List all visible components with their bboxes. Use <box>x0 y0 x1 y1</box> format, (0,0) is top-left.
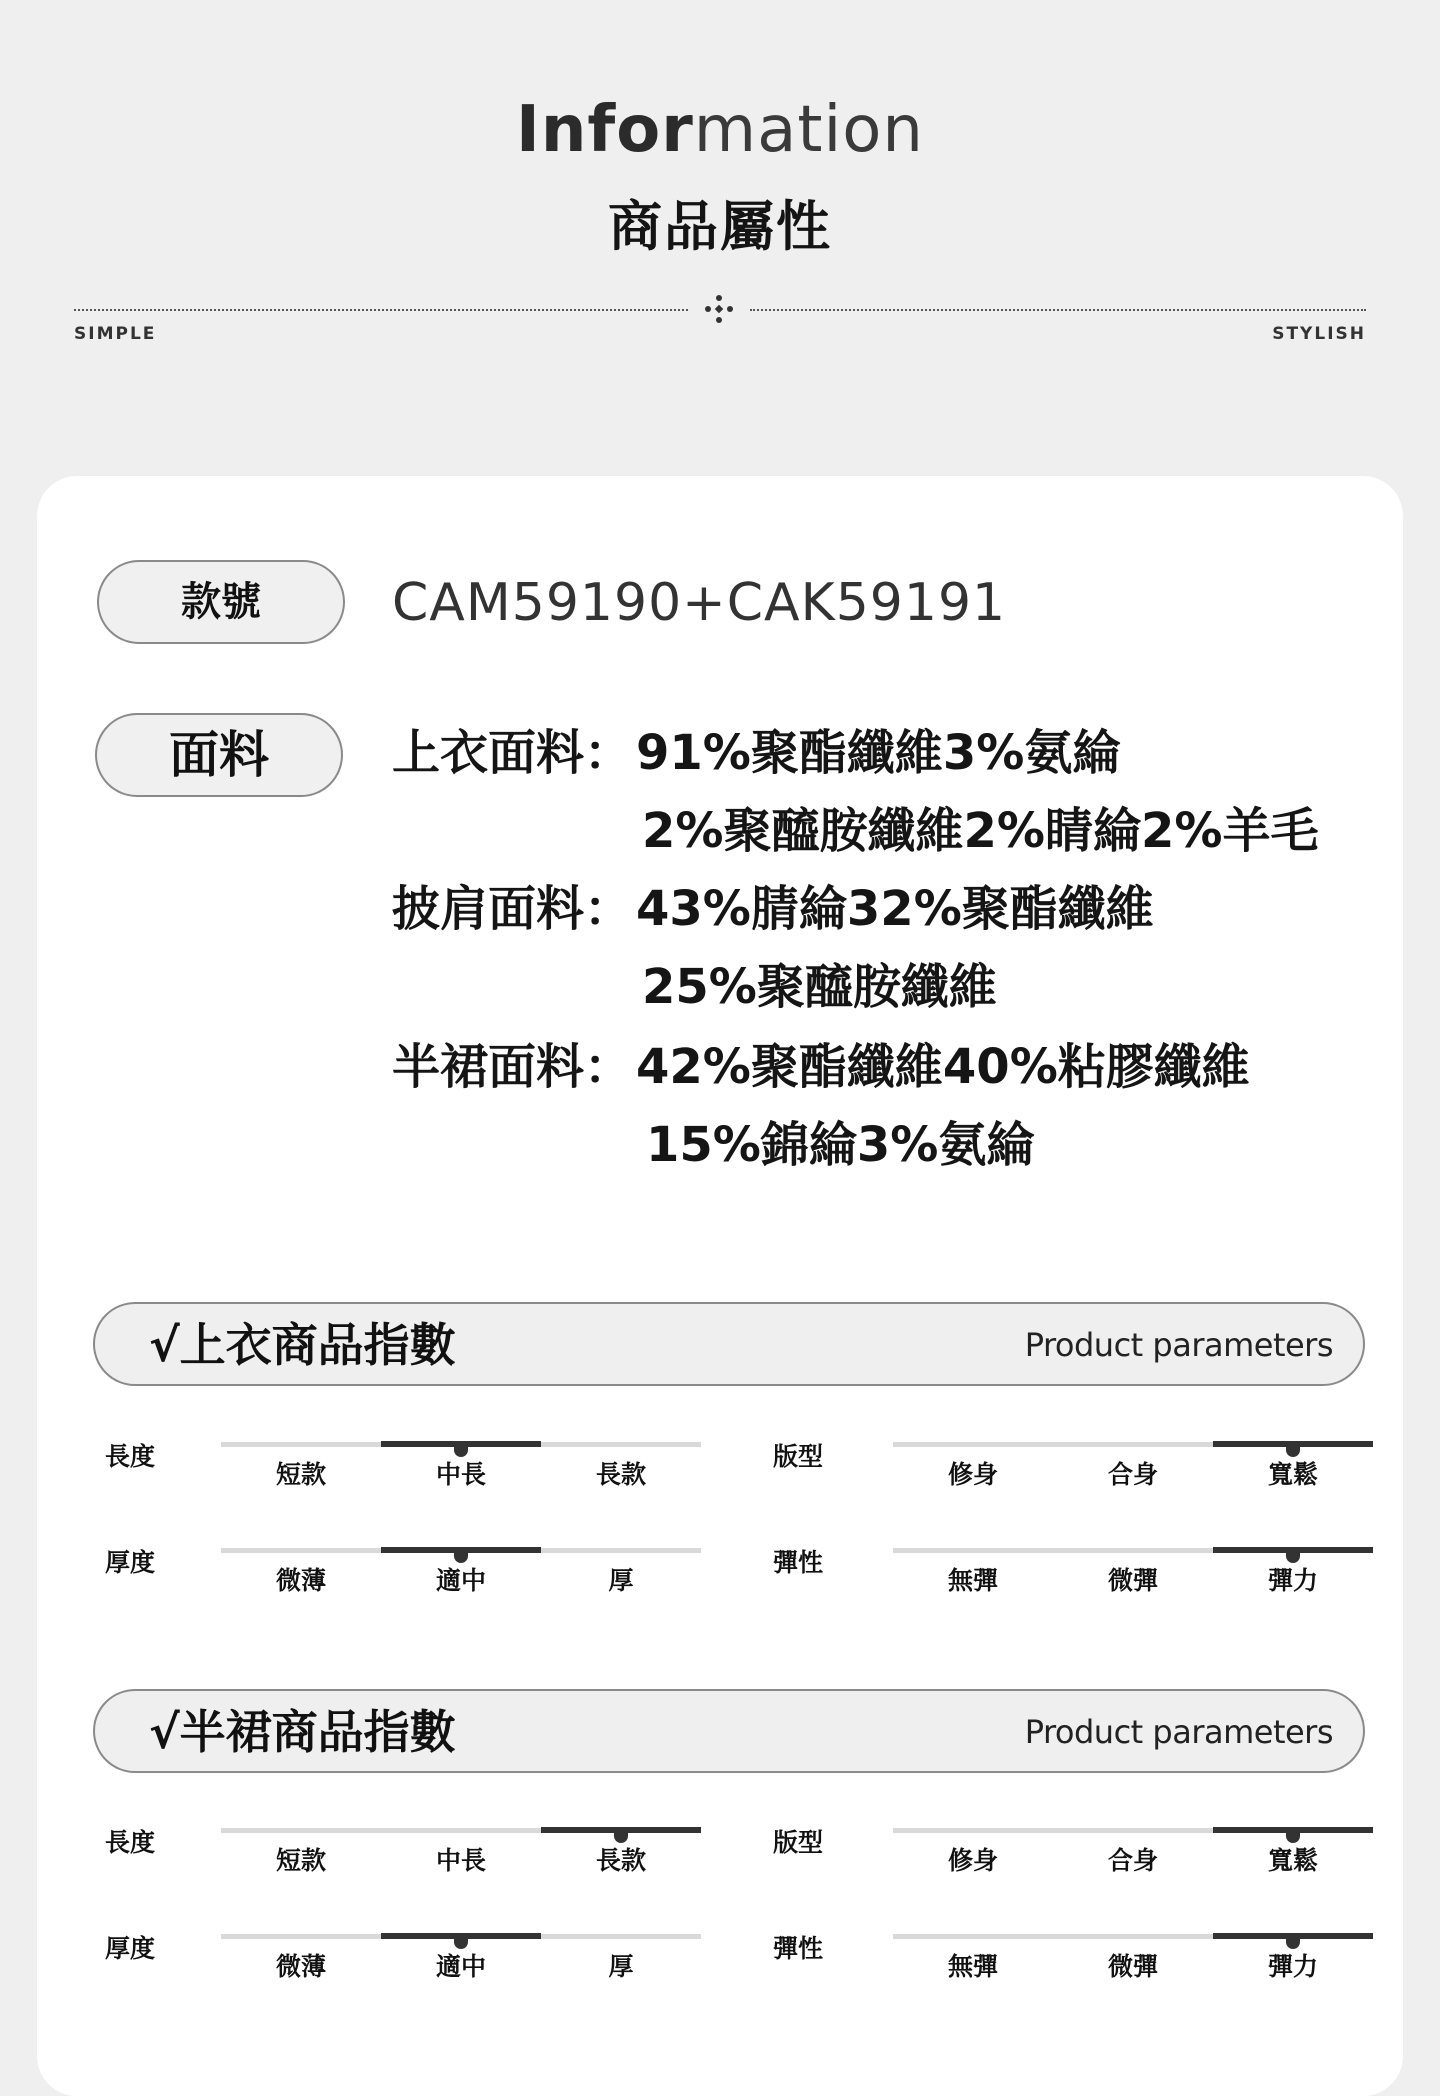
fabric-label: 面料 <box>95 713 343 797</box>
param-option-thickness: 適中 <box>435 1952 486 1981</box>
param-label-elasticity: 彈性 <box>773 1548 824 1577</box>
param-option-length: 中長 <box>435 1460 486 1489</box>
param-label-fit: 版型 <box>773 1442 824 1471</box>
tag-stylish: STYLISH <box>1272 324 1366 344</box>
param-label-elasticity: 彈性 <box>773 1934 824 1963</box>
param-option-thickness: 微薄 <box>275 1566 326 1595</box>
tag-simple: SIMPLE <box>74 324 157 344</box>
page-title-en-bold: Infor <box>516 93 694 167</box>
section-header-skirt <box>93 1689 1365 1773</box>
param-option-thickness: 厚 <box>608 1952 634 1981</box>
param-label-thickness: 厚度 <box>105 1548 156 1577</box>
fabric-shawl-line2: 25%聚醯胺纖維 <box>642 959 997 1015</box>
param-option-fit: 寬鬆 <box>1267 1846 1318 1875</box>
fabric-shawl-label: 披肩面料： <box>392 881 633 937</box>
fabric-skirt-line2: 15%錦綸3%氨綸 <box>646 1117 1035 1173</box>
fabric-shawl-line1: 43%腈綸32%聚酯纖維 <box>636 881 1154 937</box>
param-option-elasticity: 彈力 <box>1267 1952 1318 1981</box>
param-option-fit: 修身 <box>947 1460 998 1489</box>
fabric-top-line2: 2%聚醯胺纖維2%睛綸2%羊毛 <box>642 803 1319 859</box>
fabric-skirt-label: 半裙面料： <box>392 1039 633 1095</box>
style-number-label: 款號 <box>97 560 345 644</box>
param-option-thickness: 厚 <box>608 1566 634 1595</box>
param-label-length: 長度 <box>105 1828 156 1857</box>
param-label-fit: 版型 <box>773 1828 824 1857</box>
section-title: √上衣商品指數 <box>149 1318 456 1372</box>
dotted-divider-left <box>74 309 688 311</box>
param-option-elasticity: 無彈 <box>947 1952 998 1981</box>
param-option-fit: 寬鬆 <box>1267 1460 1318 1489</box>
param-option-elasticity: 彈力 <box>1267 1566 1318 1595</box>
param-option-thickness: 微薄 <box>275 1952 326 1981</box>
param-option-elasticity: 無彈 <box>947 1566 998 1595</box>
param-option-fit: 合身 <box>1107 1846 1158 1875</box>
four-point-sparkle-icon <box>704 294 734 324</box>
style-number-value: CAM59190+CAK59191 <box>392 573 1007 633</box>
param-option-fit: 合身 <box>1107 1460 1158 1489</box>
param-option-length: 中長 <box>435 1846 486 1875</box>
page-title-en <box>0 90 1440 170</box>
param-option-length: 短款 <box>275 1460 326 1489</box>
param-option-length: 長款 <box>595 1846 646 1875</box>
section-title: √半裙商品指數 <box>149 1705 456 1759</box>
param-option-length: 長款 <box>595 1460 646 1489</box>
fabric-skirt-line1: 42%聚酯纖維40%粘膠纖維 <box>636 1039 1250 1095</box>
fabric-top-label: 上衣面料： <box>392 725 633 781</box>
page-title-en-light: mation <box>693 93 924 167</box>
param-option-fit: 修身 <box>947 1846 998 1875</box>
page-title-zh: 商品屬性 <box>608 195 832 258</box>
fabric-top-line1: 91%聚酯纖維3%氨綸 <box>636 725 1121 781</box>
section-subtitle: Product parameters <box>1024 1713 1333 1751</box>
section-header-top <box>93 1302 1365 1386</box>
param-option-elasticity: 微彈 <box>1107 1952 1158 1981</box>
param-option-thickness: 適中 <box>435 1566 486 1595</box>
section-subtitle: Product parameters <box>1024 1326 1333 1364</box>
param-label-thickness: 厚度 <box>105 1934 156 1963</box>
param-label-length: 長度 <box>105 1442 156 1471</box>
param-option-length: 短款 <box>275 1846 326 1875</box>
dotted-divider-right <box>750 309 1366 311</box>
param-option-elasticity: 微彈 <box>1107 1566 1158 1595</box>
